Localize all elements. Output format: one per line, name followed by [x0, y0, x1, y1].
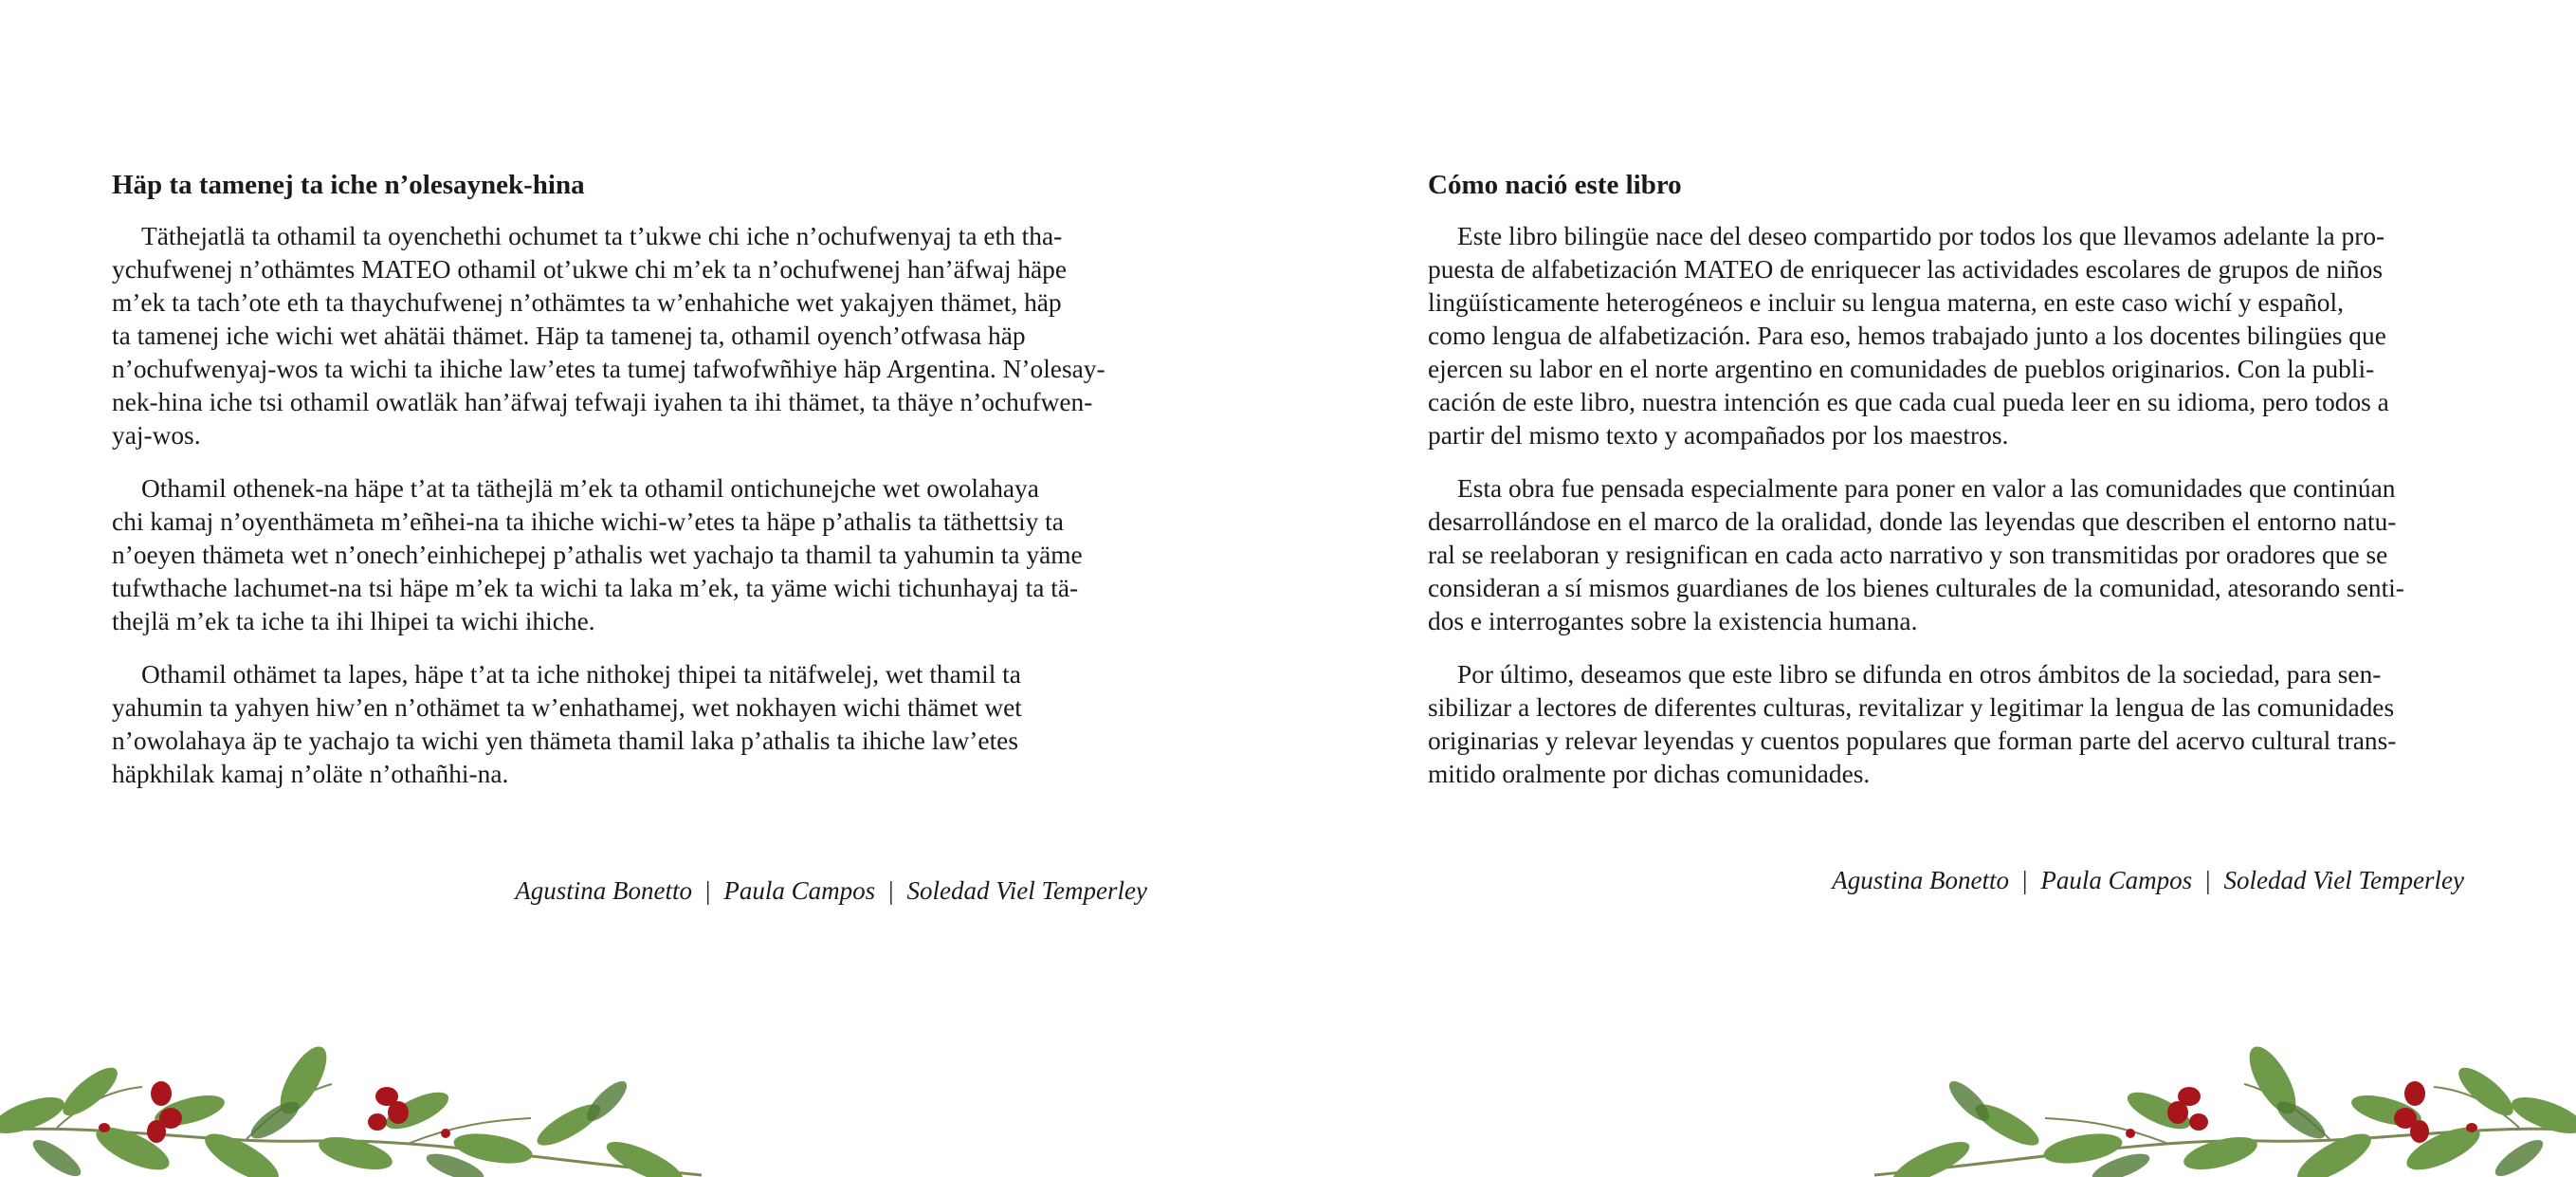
author-separator: | [888, 876, 894, 905]
author-name: Soledad Viel Temperley [906, 876, 1147, 905]
right-paragraph-1: Este libro bilingüe nace del deseo compartido por todos los que llevamos adelante la pro- puesta de alfabetización MATEO de enriquecer las actividades escolares de grupos de niños lingüísticamente heterogéneos e incluir su lengua materna, en este caso wichí y español, como lengua de alfabetización. Para eso, hemos trabajado junto a los docentes bilingües que ejercen su labor en el norte argentino en comunidades de pueblos originarios. Con la publi- cación de este libro, nuestra intención es que cada cual pueda leer en su idioma, pero todos a partir del mismo texto y acompañados por los maestros. [1428, 222, 2389, 450]
author-name: Soledad Viel Temperley [2223, 866, 2464, 894]
author-name: Agustina Bonetto [1832, 866, 2009, 894]
right-paragraph-3: Por último, deseamos que este libro se difunda en otros ámbitos de la sociedad, para sen- sibilizar a lectores de diferentes culturas, revitalizar y legitimar la lengua de las comunidades originarias y relevar leyendas y cuentos populares que forman parte del acervo cultural trans- mitido oralmente por dichas comunidades. [1428, 660, 2397, 788]
left-page-heading: Häp ta tamenej ta iche n’olesaynek-hina [112, 170, 585, 200]
author-name: Paula Campos [723, 876, 876, 905]
left-paragraph-2: Othamil othenek-na häpe t’at ta täthejlä m’ek ta othamil ontichunejche wet owolahaya chi kamaj n’oyenthämeta m’eñhei-na ta ihiche wichi-w’etes ta häpe p’athalis ta täthettsiy ta n’oeyen thämeta wet n’onech’einhichepej p’athalis wet yachajo ta thamil ta yahumin ta yäme tufwthache lachumet-na tsi häpe m’ek ta wichi ta laka m’ek, ta yäme wichi tichunhayaj ta tä- thejlä m’ek ta iche ta ihi lhipei ta wichi ihiche. [112, 474, 1083, 635]
right-page-heading: Cómo nació este libro [1428, 170, 1682, 200]
right-authors-line [1832, 864, 2464, 896]
author-name: Agustina Bonetto [515, 876, 692, 905]
left-paragraph-3: Othamil othämet ta lapes, häpe t’at ta iche nithokej thipei ta nitäfwelej, wet thamil ta yahumin ta yahyen hiw’en n’othämet ta w’enhathamej, wet nokhayen wichi thämet wet n’owolahaya äp te yachajo ta wichi yen thämeta thamil laka p’athalis ta ihiche law’etes häpkhilak kamaj n’oläte n’othañhi-na. [112, 660, 1022, 788]
author-separator: | [2205, 866, 2211, 894]
right-text-column [1428, 169, 2463, 811]
left-text-column [112, 169, 1147, 811]
leaf-garland-icon [0, 1035, 721, 1177]
left-paragraph-1: Täthejatlä ta othamil ta oyenchethi ochumet ta t’ukwe chi iche n’ochufwenyaj ta eth tha- ychufwenej n’othämtes MATEO othamil ot’ukwe chi m’ek ta n’ochufwenej han’äfwaj häpe m’ek ta tach’ote eth ta thaychufwenej n’othämtes ta w’enhahiche wet yakajyen thämet, häp ta tamenej iche wichi wet ahätäi thämet. Häp ta tamenej ta, othamil oyench’otfwasa häp n’ochufwenyaj-wos ta wichi ta ihiche law’etes ta tumej tafwofwñhiye häp Argentina. N’olesay- nek-hina iche tsi othamil owatläk han’äfwaj tefwaji iyahen ta ihi thämet, ta thäye n’ochufwen- yaj-wos. [112, 222, 1105, 450]
right-paragraph-2: Esta obra fue pensada especialmente para poner en valor a las comunidades que continúan desarrollándose en el marco de la oralidad, donde las leyendas que describen el entorno natu- ral se reelaboran y resignifican en cada acto narrativo y son transmitidas por oradores que se consideran a sí mismos guardianes de los bienes culturales de la comunidad, atesorando senti- dos e interrogantes sobre la existencia humana. [1428, 474, 2404, 635]
author-separator: | [704, 876, 711, 905]
leaf-garland-icon [1855, 1035, 2576, 1177]
author-name: Paula Campos [2040, 866, 2193, 894]
left-authors-line [515, 874, 1147, 907]
author-separator: | [2021, 866, 2028, 894]
right-page [1288, 0, 2576, 1177]
